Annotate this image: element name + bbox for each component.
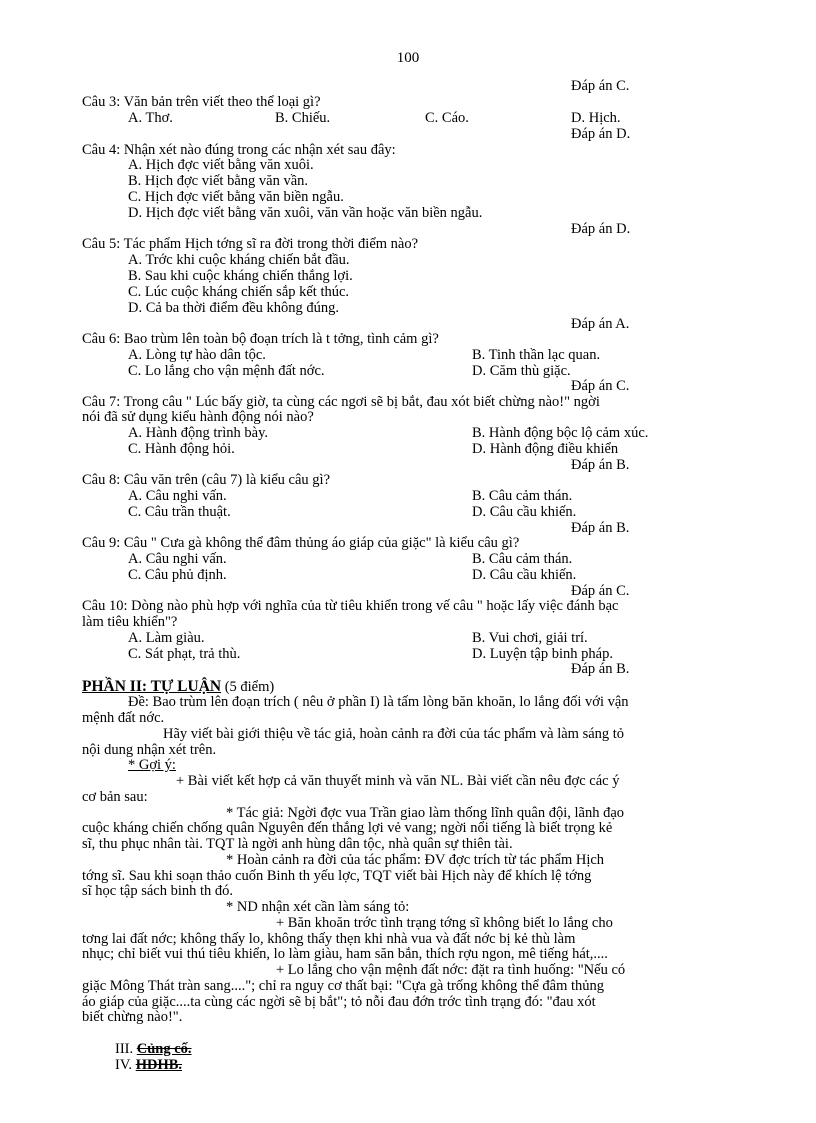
option-c: C. Câu trần thuật. xyxy=(128,504,231,520)
answer: Đáp án B. xyxy=(571,520,630,536)
option-b: B. Hành động bộc lộ cảm xúc. xyxy=(472,425,649,441)
essay-line: + Lo lắng cho vận mệnh đất nớc: đặt ra tình huống: "Nếu có xyxy=(276,962,626,978)
option-a: A. Làm giàu. xyxy=(128,630,205,646)
page-number: 100 xyxy=(396,50,420,66)
question-7-cont: nói đã sử dụng kiểu hành động nói nào? xyxy=(82,409,314,425)
answer: Đáp án C. xyxy=(571,583,630,599)
essay-line: cuộc kháng chiến chống quân Nguyên đến thắng lợi vẻ vang; ngời nổi tiếng là biết trọng kẻ xyxy=(82,820,613,836)
essay-line: * Hoàn cảnh ra đời của tác phẩm: ĐV đợc trích từ tác phẩm Hịch xyxy=(226,852,605,868)
option-b: B. Vui chơi, giải trí. xyxy=(472,630,588,646)
option-d: D. Căm thù giặc. xyxy=(472,363,571,379)
question-9: Câu 9: Câu " Cưa gà không thể đâm thủng áo giáp của giặc" là kiểu câu gì? xyxy=(82,535,520,551)
option-b: B. Câu cảm thán. xyxy=(472,488,573,504)
section-iv-label: HDHB. xyxy=(135,1057,183,1073)
option-d: D. Luyện tập binh pháp. xyxy=(472,646,613,662)
answer: Đáp án C. xyxy=(571,378,630,394)
option-c: C. Hành động hỏi. xyxy=(128,441,235,457)
part-2-points: (5 điểm) xyxy=(221,679,275,695)
essay-line: tơng lai đất nớc; không thấy lo, không thấy thẹn khi nhà vua và đất nớc bị kẻ thù làm xyxy=(82,931,576,947)
option-c: C. Sát phạt, trả thù. xyxy=(128,646,241,662)
essay-line: * Tác giả: Ngời đợc vua Trần giao làm thống lĩnh quân đội, lãnh đạo xyxy=(226,805,625,821)
essay-line: nội dung nhận xét trên. xyxy=(82,742,217,758)
option-c: C. Lúc cuộc kháng chiến sắp kết thúc. xyxy=(128,284,350,300)
option-a: A. Hịch đợc viết bằng văn xuôi. xyxy=(128,157,314,173)
section-iii-number: III. xyxy=(115,1041,137,1057)
option-a: A. Lòng tự hào dân tộc. xyxy=(128,347,266,363)
option-a: A. Câu nghi vấn. xyxy=(128,488,227,504)
question-10-cont: làm tiêu khiển"? xyxy=(82,614,178,630)
option-b: B. Tinh thần lạc quan. xyxy=(472,347,601,363)
option-b: B. Sau khi cuộc kháng chiến thắng lợi. xyxy=(128,268,353,284)
essay-line: * ND nhận xét cần làm sáng tỏ: xyxy=(226,899,410,915)
question-10: Câu 10: Dòng nào phù hợp với nghĩa của từ tiêu khiển trong vế câu " hoặc lấy việc đánh bạc xyxy=(82,598,619,614)
option-a: A. Trớc khi cuộc kháng chiến bắt đầu. xyxy=(128,252,350,268)
essay-line: mệnh đất nớc. xyxy=(82,710,165,726)
option-b: B. Chiếu. xyxy=(275,110,331,126)
option-a: A. Câu nghi vấn. xyxy=(128,551,227,567)
essay-line: Hãy viết bài giới thiệu về tác giả, hoàn cảnh ra đời của tác phẩm và làm sáng tỏ xyxy=(163,726,625,742)
option-d: D. Câu cầu khiến. xyxy=(472,504,577,520)
section-iv xyxy=(115,1057,182,1073)
question-7: Câu 7: Trong câu " Lúc bấy giờ, ta cùng các ngơi sẽ bị bắt, đau xót biết chừng nào!" ngời xyxy=(82,394,600,410)
hint-label: * Gợi ý: xyxy=(128,757,176,773)
essay-line: tớng sĩ. Sau khi soạn thảo cuốn Binh th yếu lợc, TQT viết bài Hịch này để khích lệ tớng xyxy=(82,868,592,884)
essay-line: biết chừng nào!". xyxy=(82,1009,183,1025)
option-c: C. Hịch đợc viết bằng văn biền ngẫu. xyxy=(128,189,344,205)
essay-line: Đề: Bao trùm lên đoạn trích ( nêu ở phần I) là tấm lòng băn khoăn, lo lắng đối với vận xyxy=(128,694,629,710)
option-c: C. Cáo. xyxy=(425,110,469,126)
part-2-title: PHẦN II: TỰ LUẬN xyxy=(82,678,222,695)
option-d: D. Cả ba thời điểm đều không đúng. xyxy=(128,300,340,316)
option-b: B. Hịch đợc viết bằng văn vần. xyxy=(128,173,309,189)
question-5: Câu 5: Tác phẩm Hịch tớng sĩ ra đời trong thời điểm nào? xyxy=(82,236,419,252)
question-3: Câu 3: Văn bản trên viết theo thể loại gì? xyxy=(82,94,321,110)
essay-line: sĩ, thu phục nhân tài. TQT là ngời anh hùng dân tộc, nhà quân sự thiên tài. xyxy=(82,836,513,852)
section-iii xyxy=(115,1041,192,1057)
section-iii-label: Củng cố. xyxy=(136,1041,192,1057)
option-c: C. Lo lắng cho vận mệnh đất nớc. xyxy=(128,363,325,379)
answer: Đáp án D. xyxy=(571,221,631,237)
essay-line: sĩ học tập sách binh th đó. xyxy=(82,883,234,899)
part-2-heading xyxy=(82,679,274,695)
essay-line: áo giáp của giặc....ta cùng các ngời sẽ bị bắt"; tỏ nỗi đau đớn trớc tình trạng đó: "đau xót xyxy=(82,994,596,1010)
question-6: Câu 6: Bao trùm lên toàn bộ đoạn trích là t tởng, tình cảm gì? xyxy=(82,331,439,347)
option-d: D. Hịch. xyxy=(571,110,621,126)
answer: Đáp án B. xyxy=(571,661,630,677)
section-iv-number: IV. xyxy=(115,1057,136,1073)
essay-line: cơ bản sau: xyxy=(82,789,148,805)
answer: Đáp án A. xyxy=(571,316,630,332)
answer: Đáp án D. xyxy=(571,126,631,142)
option-a: A. Hành động trình bày. xyxy=(128,425,269,441)
option-c: C. Câu phủ định. xyxy=(128,567,227,583)
question-8: Câu 8: Câu văn trên (câu 7) là kiểu câu gì? xyxy=(82,472,331,488)
essay-line: + Bài viết kết hợp cả văn thuyết minh và văn NL. Bài viết cần nêu đợc các ý xyxy=(176,773,620,789)
answer: Đáp án B. xyxy=(571,457,630,473)
option-d: D. Câu cầu khiến. xyxy=(472,567,577,583)
question-4: Câu 4: Nhận xét nào đúng trong các nhận xét sau đây: xyxy=(82,142,396,158)
option-a: A. Thơ. xyxy=(128,110,173,126)
essay-line: nhục; chỉ biết vui thú tiêu khiển, lo làm giàu, ham săn bắn, thích rợu ngon, mê tiếng hát,.... xyxy=(82,946,608,962)
option-d: D. Hịch đợc viết bằng văn xuôi, văn vần hoặc văn biền ngẫu. xyxy=(128,205,483,221)
option-d: D. Hành động điều khiển xyxy=(472,441,619,457)
option-b: B. Câu cảm thán. xyxy=(472,551,573,567)
hint-heading xyxy=(128,757,176,773)
essay-line: giặc Mông Thát tràn sang...."; chỉ ra nguy cơ thất bại: "Cựa gà trống không thể đâm thủng xyxy=(82,978,604,994)
answer: Đáp án C. xyxy=(571,78,630,94)
essay-line: + Băn khoăn trớc tình trạng tớng sĩ không biết lo lắng cho xyxy=(276,915,613,931)
